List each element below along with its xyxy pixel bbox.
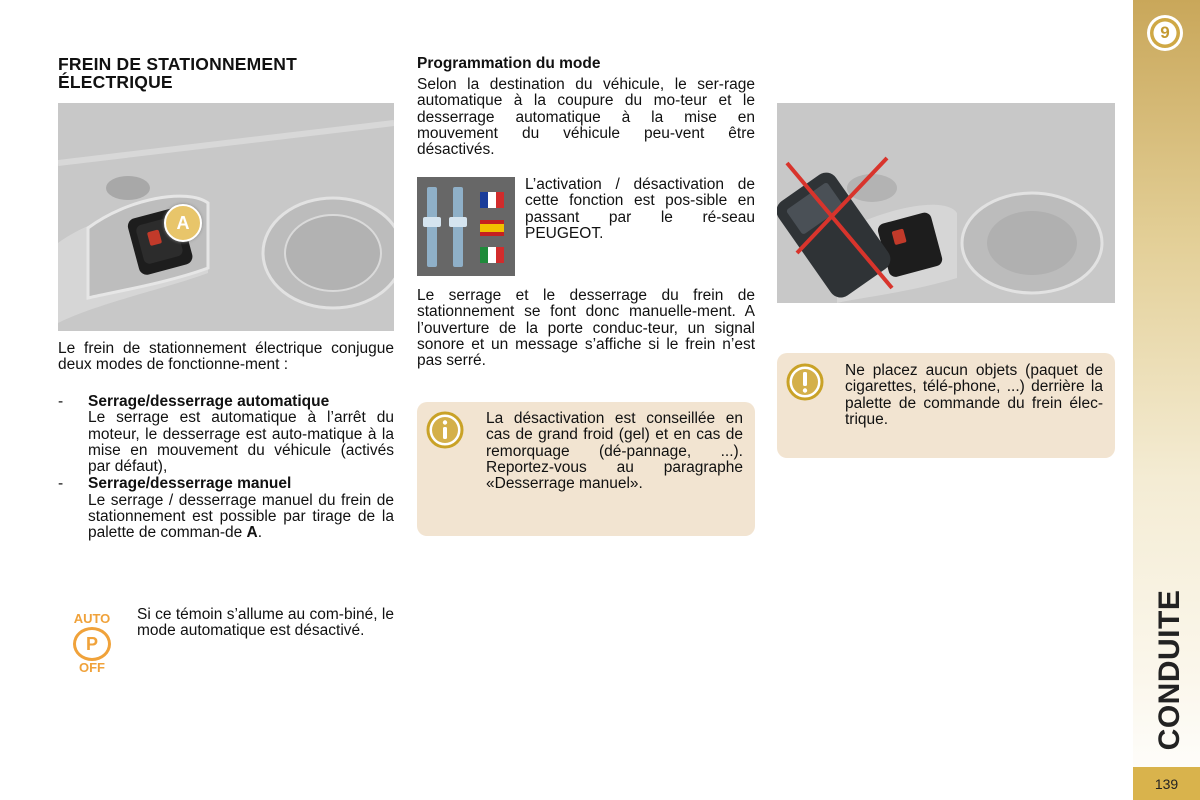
bullet-dash: -	[58, 393, 64, 410]
bullet-dash: -	[58, 475, 64, 493]
bullet-title: Serrage/desserrage automatique	[88, 393, 330, 410]
network-paragraph: L’activation / désactivation de cette fonction est pos-sible en passant par le ré-seau PEUGEOT.	[525, 176, 755, 242]
bullet-text-post: .	[257, 524, 263, 542]
info-icon	[426, 411, 464, 449]
bullet-text	[58, 493, 394, 542]
title-line-1: FREIN DE STATIONNEMENT	[58, 54, 298, 74]
section-heading: Programmation du mode	[417, 55, 601, 72]
page-number-text: 139	[1154, 775, 1179, 792]
warning-note-text: Ne placez aucun objets (paquet de cigarettes, télé-phone, ...) derrière la palette de commande du frein élec-trique.	[845, 362, 1103, 428]
chapter-badge-icon	[1146, 14, 1184, 52]
indicator-off-text: OFF	[79, 660, 105, 675]
page-number	[1133, 767, 1200, 800]
chapter-title-text: CONDUITE	[1153, 589, 1186, 751]
intro-paragraph: Le frein de stationnement électrique conjugue deux modes de fonctionne-ment :	[58, 340, 394, 374]
list-item	[58, 394, 394, 410]
indicator-description: Si ce témoin s’allume au com-biné, le mode automatique est désactivé.	[137, 606, 394, 640]
indicator-p-text: P	[73, 627, 111, 661]
chapter-title	[1150, 590, 1190, 750]
label-a-marker	[164, 204, 202, 242]
info-note	[417, 402, 755, 536]
bullet-title: Serrage/desserrage manuel	[88, 475, 292, 493]
auto-p-off-indicator-icon	[64, 612, 120, 674]
bullet-list	[58, 394, 394, 542]
manual-mode-paragraph: Le serrage et le desserrage du frein de stationnement se font donc manuelle-ment. A l’ouverture de la porte conduc-teur, un signal sonore et un message s’affiche si le frein n’est pas serré.	[417, 287, 755, 370]
list-item	[58, 476, 394, 492]
bullet-text: Le serrage est automatique à l’arrêt du moteur, le desserrage est auto-matique à la mise en mouvement du véhicule (activés par défaut),	[88, 409, 394, 476]
settings-screen-image	[417, 177, 515, 276]
indicator-auto-text: AUTO	[73, 611, 111, 626]
warning-note	[777, 353, 1115, 458]
bullet-text-pre: Le serrage / desserrage manuel du frein de stationnement est possible par tirage de la palette de comman-de	[88, 491, 394, 542]
info-note-text: La désactivation est conseillée en cas de grand froid (gel) et en cas de remorquage (dé-pannage, ...). Reportez-vous au paragraphe «Desserrage manuel».	[486, 410, 743, 493]
parking-brake-switch-image	[58, 103, 394, 331]
page-title	[58, 55, 398, 91]
bullet-text-bold: A	[246, 524, 258, 542]
mode-programming-paragraph: Selon la destination du véhicule, le ser-rage automatique à la coupure du mo-teur et le desserrage automatique à la mise en mouvement du véhicule peu-vent être désactivés.	[417, 76, 755, 159]
warning-icon	[786, 363, 824, 401]
no-objects-image	[777, 103, 1115, 303]
label-a-text: A	[176, 212, 190, 233]
title-line-2: ÉLECTRIQUE	[58, 72, 173, 92]
chapter-number: 9	[1160, 23, 1170, 42]
